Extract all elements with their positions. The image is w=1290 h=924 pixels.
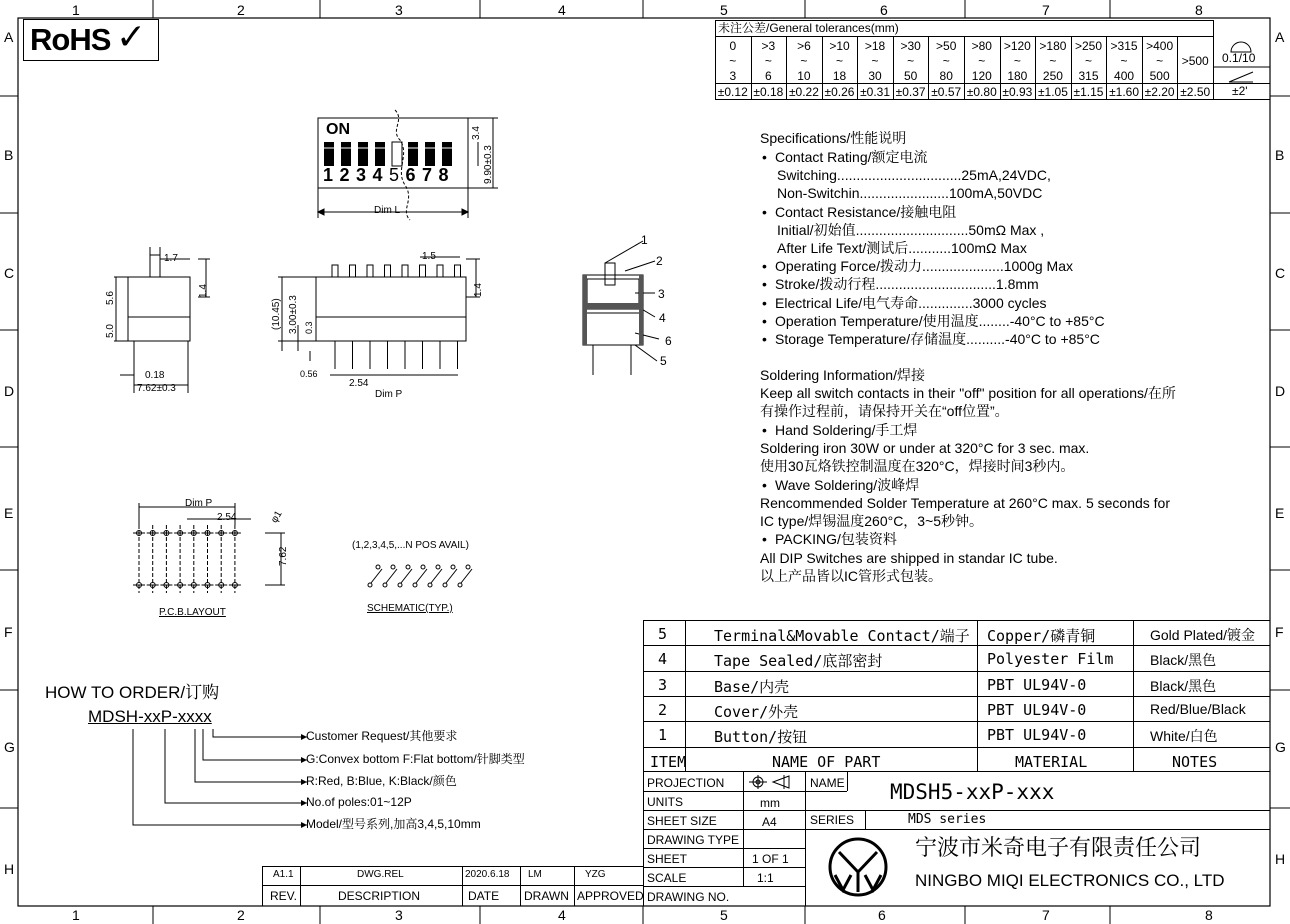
bullet-icon: • — [762, 203, 767, 220]
order-part-model — [88, 708, 212, 725]
tolerance-value: ±0.26 — [824, 85, 855, 99]
switch-number: 5 — [389, 165, 400, 185]
spec-line: Rencommended Solder Temperature at 260°C max. 5 seconds for — [760, 494, 1170, 511]
bullet-icon: • — [762, 294, 767, 311]
dim-label: 7.62±0.3 — [137, 383, 176, 394]
spec-line: PACKING/包装资料 — [775, 531, 897, 548]
grid-row-label: D — [4, 383, 15, 399]
grid-col-label: 5 — [720, 907, 728, 923]
tolerance-range: ~ — [1084, 54, 1092, 68]
scale-value: 1:1 — [757, 871, 774, 885]
sheet-size-label: SHEET SIZE — [647, 814, 717, 828]
order-item: No.of poles:01~12P — [306, 795, 412, 809]
flatness-value: 0.1/10 — [1222, 51, 1256, 65]
tolerance-range: >10 — [829, 39, 850, 53]
grid-row-label: F — [1275, 624, 1284, 640]
dim-label: 3.4 — [471, 126, 482, 140]
rev-header: REV. — [270, 889, 297, 903]
company-name-en: NINGBO MIQI ELECTRONICS CO., LTD — [915, 871, 1225, 890]
schematic-contact — [376, 565, 380, 569]
bom-material: PBT UL94V-0 — [987, 700, 1087, 719]
spec-line: Non-Switchin.......................100mA,50VDC — [777, 185, 1043, 202]
schematic-contact — [398, 583, 402, 587]
date-header: DATE — [468, 889, 500, 903]
series-value: MDS series — [908, 812, 987, 827]
schematic-contact — [443, 583, 447, 587]
callout-label: 4 — [659, 311, 666, 325]
series-label: SERIES — [810, 813, 855, 827]
part-name: MDSH5-xxP-xxx — [890, 780, 1055, 804]
tolerance-range: ~ — [1013, 54, 1021, 68]
bom-material: PBT UL94V-0 — [987, 675, 1087, 694]
tolerance-value: ±1.60 — [1109, 85, 1140, 99]
dim-label: 7.62 — [278, 546, 289, 566]
dim-label: φ1 — [269, 509, 285, 525]
tolerance-value: ±1.15 — [1073, 85, 1104, 99]
grid-row-label: G — [4, 739, 15, 755]
tolerance-range: >250 — [1074, 39, 1103, 53]
spec-line: Operating Force/拨动力.....................1000g Max — [775, 258, 1073, 275]
spec-line: 以上产品皆以IC管形式包装。 — [760, 568, 942, 584]
callout-label: 1 — [641, 233, 648, 247]
check-icon: ✓ — [116, 17, 147, 58]
tolerance-value: ±0.93 — [1002, 85, 1033, 99]
tolerance-range: 50 — [903, 69, 918, 83]
switch-number: 4 — [372, 165, 383, 185]
schematic-contact — [368, 583, 372, 587]
tolerance-value: ±0.12 — [717, 85, 748, 99]
tolerance-range: ~ — [835, 54, 843, 68]
tolerance-range: 315 — [1078, 69, 1099, 83]
spec-line: Keep all switch contacts in their "off" position for all operations/在所 — [760, 385, 1176, 401]
units-value: mm — [760, 796, 780, 810]
dim-label: 1.7 — [164, 253, 178, 264]
dim-p-label: Dim P — [185, 498, 213, 509]
bom-notes: Black/黑色 — [1150, 652, 1217, 669]
tolerance-value: ±2.20 — [1144, 85, 1175, 99]
on-label: ON — [326, 121, 350, 138]
grid-col-label: 3 — [395, 907, 403, 923]
dim-label: 0.56 — [300, 369, 318, 379]
order-leaders — [125, 725, 315, 835]
tolerance-range: 500 — [1149, 69, 1170, 83]
front-view — [270, 245, 490, 405]
tolerance-title: 未注公差/General tolerances(mm) — [718, 21, 899, 35]
dim-label: 1.4 — [473, 283, 484, 297]
tolerance-value: ±0.37 — [895, 85, 926, 99]
pcb-caption: P.C.B.LAYOUT — [159, 607, 226, 618]
switch-number: 8 — [438, 165, 449, 185]
tolerance-range: 120 — [971, 69, 992, 83]
company-name-cn: 宁波市米奇电子有限责任公司 — [915, 836, 1202, 861]
rev-approved: YZG — [585, 869, 606, 880]
grid-col-label: 3 — [395, 2, 403, 18]
grid-col-label: 8 — [1195, 2, 1203, 18]
rohs-label: RoHS — [30, 22, 111, 57]
desc-header: DESCRIPTION — [338, 889, 421, 903]
grid-row-label: B — [1275, 147, 1285, 163]
tolerance-range: >3 — [761, 39, 776, 53]
dim-label: 5.6 — [105, 291, 116, 305]
order-title: HOW TO ORDER/订购 — [45, 683, 220, 702]
grid-row-label: C — [4, 265, 15, 281]
grid-col-label: 6 — [878, 907, 886, 923]
tolerance-range: ~ — [729, 54, 737, 68]
tolerance-range: >400 — [1146, 39, 1174, 53]
grid-col-label: 2 — [237, 907, 245, 923]
dim-l-label: Dim L — [374, 205, 401, 216]
tolerance-range: 80 — [939, 69, 953, 83]
tolerance-range: 250 — [1042, 69, 1063, 83]
dim-label: (10.45) — [271, 298, 282, 330]
grid-row-label: A — [4, 29, 14, 45]
schematic-contact — [436, 565, 440, 569]
bullet-icon: • — [762, 476, 767, 493]
tolerance-range: 6 — [765, 69, 772, 83]
dim-label: 9.90±0.3 — [483, 145, 494, 184]
grid-row-label: B — [4, 147, 14, 163]
bom-name: Button/按钮 — [714, 728, 808, 747]
order-item: Model/型号系列,加高3,4,5,10mm — [306, 817, 481, 831]
bom-name: Cover/外壳 — [714, 702, 799, 721]
tolerance-range: ~ — [764, 54, 772, 68]
bom-material: Polyester Film — [987, 650, 1114, 669]
switch-number: 3 — [356, 165, 367, 185]
soldering-title: Soldering Information/焊接 — [760, 367, 925, 383]
tolerance-range: ~ — [942, 54, 950, 68]
schematic-contact — [428, 583, 432, 587]
tolerance-range: >315 — [1110, 39, 1138, 53]
dim-label: 0.18 — [145, 370, 165, 381]
section-view — [575, 235, 685, 380]
switch-number: 7 — [422, 165, 433, 185]
tolerance-value: ±0.31 — [860, 85, 891, 99]
spec-line: 有操作过程前，请保持开关在“off位置”。 — [760, 403, 1009, 420]
spec-line: 使用30瓦烙铁控制温度在320°C，焊接时间3秒内。 — [760, 458, 1075, 475]
schematic-switch — [461, 569, 472, 583]
schematic-switch — [386, 569, 397, 583]
rev-drawn: LM — [528, 869, 542, 880]
bullet-icon: • — [762, 421, 767, 438]
projection-label: PROJECTION — [647, 776, 725, 790]
tolerance-range: >50 — [936, 39, 957, 53]
bom-item: 2 — [658, 700, 668, 719]
schematic-contact — [466, 565, 470, 569]
tolerance-value: ±0.57 — [931, 85, 962, 99]
spec-line: Switching................................25mA,24VDC, — [777, 167, 1051, 184]
grid-row-label: H — [1275, 851, 1286, 867]
tolerance-range: >180 — [1039, 39, 1067, 53]
order-item: R:Red, B:Blue, K:Black/颜色 — [306, 774, 457, 788]
bullet-icon: • — [762, 258, 767, 275]
tolerance-range: ~ — [907, 54, 915, 68]
tolerance-range: >500 — [1181, 54, 1209, 68]
grid-col-label: 1 — [72, 907, 80, 923]
switch-actuator — [332, 265, 338, 277]
spec-line: IC type/焊锡温度260°C，3~5秒钟。 — [760, 513, 984, 530]
tolerance-range: 3 — [729, 69, 737, 83]
grid-col-label: 1 — [72, 2, 80, 18]
drawing-type-label: DRAWING TYPE — [647, 833, 740, 847]
schematic-contact — [458, 583, 462, 587]
tolerance-range: ~ — [1049, 54, 1057, 68]
schematic-caption: SCHEMATIC(TYP.) — [367, 603, 453, 614]
grid-row-label: D — [1275, 383, 1286, 399]
bom-notes: Red/Blue/Black — [1150, 700, 1246, 717]
bom-notes: White/白色 — [1150, 728, 1218, 745]
dim-label: 0.3 — [304, 321, 314, 334]
bom-header-item: ITEM — [650, 753, 687, 771]
drawing-no-label: DRAWING NO. — [647, 890, 730, 904]
switch-actuator — [437, 265, 443, 277]
tolerance-range: >80 — [971, 39, 992, 53]
approved-header: APPROVED — [577, 889, 644, 903]
schematic-pos: (1,2,3,4,5,...N POS AVAIL) — [352, 540, 469, 551]
switch-number: 6 — [405, 165, 416, 185]
tolerance-range: >18 — [864, 39, 886, 53]
grid-row-label: H — [4, 861, 15, 877]
specs-title: Specifications/性能说明 — [760, 130, 907, 146]
schematic-contact — [421, 565, 425, 569]
grid-col-label: 7 — [1042, 2, 1050, 18]
dim-label: 2.54 — [217, 512, 237, 523]
spec-line: Soldering iron 30W or under at 320°C for 3 sec. max. — [760, 439, 1090, 456]
bom-name: Tape Sealed/底部密封 — [714, 652, 883, 671]
bom-item: 1 — [658, 726, 668, 745]
spec-line: All DIP Switches are shipped in standar IC tube. — [760, 549, 1058, 566]
order-part-c: -xxxx — [172, 707, 212, 726]
tolerance-range: >6 — [797, 39, 811, 53]
schematic-switch — [371, 569, 382, 583]
spec-line: Operation Temperature/使用温度........-40°C to +85°C — [775, 312, 1105, 329]
grid-col-label: 7 — [1042, 907, 1050, 923]
bullet-icon: • — [762, 331, 767, 347]
switch-actuator — [367, 265, 373, 277]
callout-label: 5 — [660, 354, 667, 368]
dim-label: 2.54 — [349, 378, 369, 389]
dim-label: 1.4 — [198, 284, 209, 298]
sheet-value: 1 OF 1 — [752, 852, 789, 866]
bom-material: PBT UL94V-0 — [987, 726, 1087, 745]
schematic-contact — [383, 583, 387, 587]
spec-line: Contact Resistance/接触电阻 — [775, 203, 957, 220]
bullet-icon: • — [762, 276, 767, 293]
grid-col-label: 6 — [880, 2, 888, 18]
grid-col-label: 4 — [558, 907, 566, 923]
bom-name: Terminal&Movable Contact/端子 — [714, 627, 970, 645]
switch-actuator — [350, 265, 356, 277]
grid-col-label: 5 — [720, 2, 728, 18]
rev-desc: DWG.REL — [357, 869, 404, 880]
dim-p-label: Dim P — [375, 389, 403, 400]
rohs-badge — [23, 19, 159, 61]
bom-notes: Black/黑色 — [1150, 677, 1217, 694]
grid-row-label: A — [1275, 29, 1285, 45]
bom-name: Base/内壳 — [714, 677, 790, 696]
schematic-contact — [451, 565, 455, 569]
tolerance-value: ±1.05 — [1037, 85, 1068, 99]
tolerance-range: >30 — [900, 39, 921, 53]
tolerance-range: ~ — [978, 54, 986, 68]
dim-label: 1.5 — [422, 251, 436, 262]
schematic — [360, 555, 500, 605]
schematic-switch — [446, 569, 457, 583]
schematic-switch — [401, 569, 412, 583]
schematic-contact — [413, 583, 417, 587]
grid-col-label: 8 — [1205, 907, 1213, 923]
schematic-switch — [431, 569, 442, 583]
bom-item: 5 — [658, 625, 668, 643]
bullet-icon: • — [762, 531, 767, 548]
schematic-contact — [406, 565, 410, 569]
tolerance-value: ±2.50 — [1180, 85, 1211, 99]
bullet-icon: • — [762, 312, 767, 329]
grid-col-label: 2 — [237, 2, 245, 18]
tolerance-value: ±0.18 — [753, 85, 784, 99]
dim-label: 5.0 — [105, 324, 116, 338]
name-label: NAME — [810, 776, 845, 790]
schematic-contact — [391, 565, 395, 569]
scale-label: SCALE — [647, 871, 687, 885]
tolerance-range: 400 — [1114, 69, 1135, 83]
tolerance-range: ~ — [1120, 54, 1128, 68]
tolerance-range: ~ — [871, 54, 879, 68]
grid-col-label: 4 — [558, 2, 566, 18]
dim-label: 3.00±0.3 — [288, 295, 299, 334]
bom-header-name: NAME OF PART — [772, 753, 881, 771]
grid-row-label: C — [1275, 265, 1286, 281]
order-item: Customer Request/其他要求 — [306, 729, 458, 743]
spec-line: Electrical Life/电气寿命..............3000 cycles — [775, 294, 1047, 311]
order-item: G:Convex bottom F:Flat bottom/针脚类型 — [306, 752, 525, 766]
tolerance-range: 30 — [868, 69, 882, 83]
sheet-label: SHEET — [647, 852, 688, 866]
units-label: UNITS — [647, 795, 683, 809]
bullet-icon: • — [762, 149, 767, 165]
grid-row-label: E — [4, 505, 14, 521]
switch-actuator — [420, 265, 426, 277]
tolerance-value: ±0.22 — [788, 85, 819, 99]
tolerance-range: 0 — [729, 39, 737, 53]
drawn-header: DRAWN — [524, 889, 569, 903]
grid-row-label: E — [1275, 505, 1285, 521]
switch-number: 2 — [339, 165, 350, 185]
callout-label: 3 — [658, 287, 665, 301]
angle-value: ±2' — [1232, 84, 1248, 98]
bom-header-notes: NOTES — [1172, 753, 1218, 771]
bom-material: Copper/磷青铜 — [987, 627, 1096, 645]
tolerance-range: >120 — [1003, 39, 1031, 53]
tolerance-range: 180 — [1007, 69, 1028, 83]
spec-line: Hand Soldering/手工焊 — [775, 421, 918, 438]
tolerance-range: 18 — [832, 69, 847, 83]
spec-line: Storage Temperature/存储温度..........-40°C to +85°C — [775, 331, 1100, 347]
tolerance-range: ~ — [1156, 54, 1164, 68]
switch-actuator — [455, 265, 461, 277]
sheet-size-value: A4 — [762, 815, 777, 829]
switch-actuator — [402, 265, 408, 277]
bom-notes: Gold Plated/镀金 — [1150, 627, 1256, 643]
rev-date: 2020.6.18 — [465, 869, 510, 880]
bom-header-material: MATERIAL — [1015, 753, 1088, 771]
rev-value: A1.1 — [273, 869, 294, 880]
callout-label: 6 — [665, 334, 672, 348]
bom-item: 3 — [658, 675, 668, 694]
tolerance-range: ~ — [800, 54, 808, 68]
schematic-switch — [416, 569, 427, 583]
callout-label: 2 — [656, 254, 663, 268]
spec-line: Contact Rating/额定电流 — [775, 149, 928, 165]
bom-item: 4 — [658, 650, 668, 669]
spec-line: After Life Text/测试后...........100mΩ Max — [777, 240, 1027, 256]
spec-line: Stroke/拨动行程...............................1.8mm — [775, 276, 1039, 293]
order-part-b: -xxP — [138, 707, 173, 726]
tolerance-value: ±0.80 — [966, 85, 997, 99]
grid-row-label: F — [4, 624, 13, 640]
tolerance-range: 10 — [797, 69, 811, 83]
spec-line: Wave Soldering/波峰焊 — [775, 476, 920, 493]
order-part-a: MDSH — [88, 707, 139, 726]
switch-actuator — [385, 265, 391, 277]
spec-line: Initial/初始值.............................50mΩ Max , — [777, 221, 1045, 238]
grid-row-label: G — [1275, 739, 1286, 755]
switch-number: 1 — [323, 165, 334, 185]
